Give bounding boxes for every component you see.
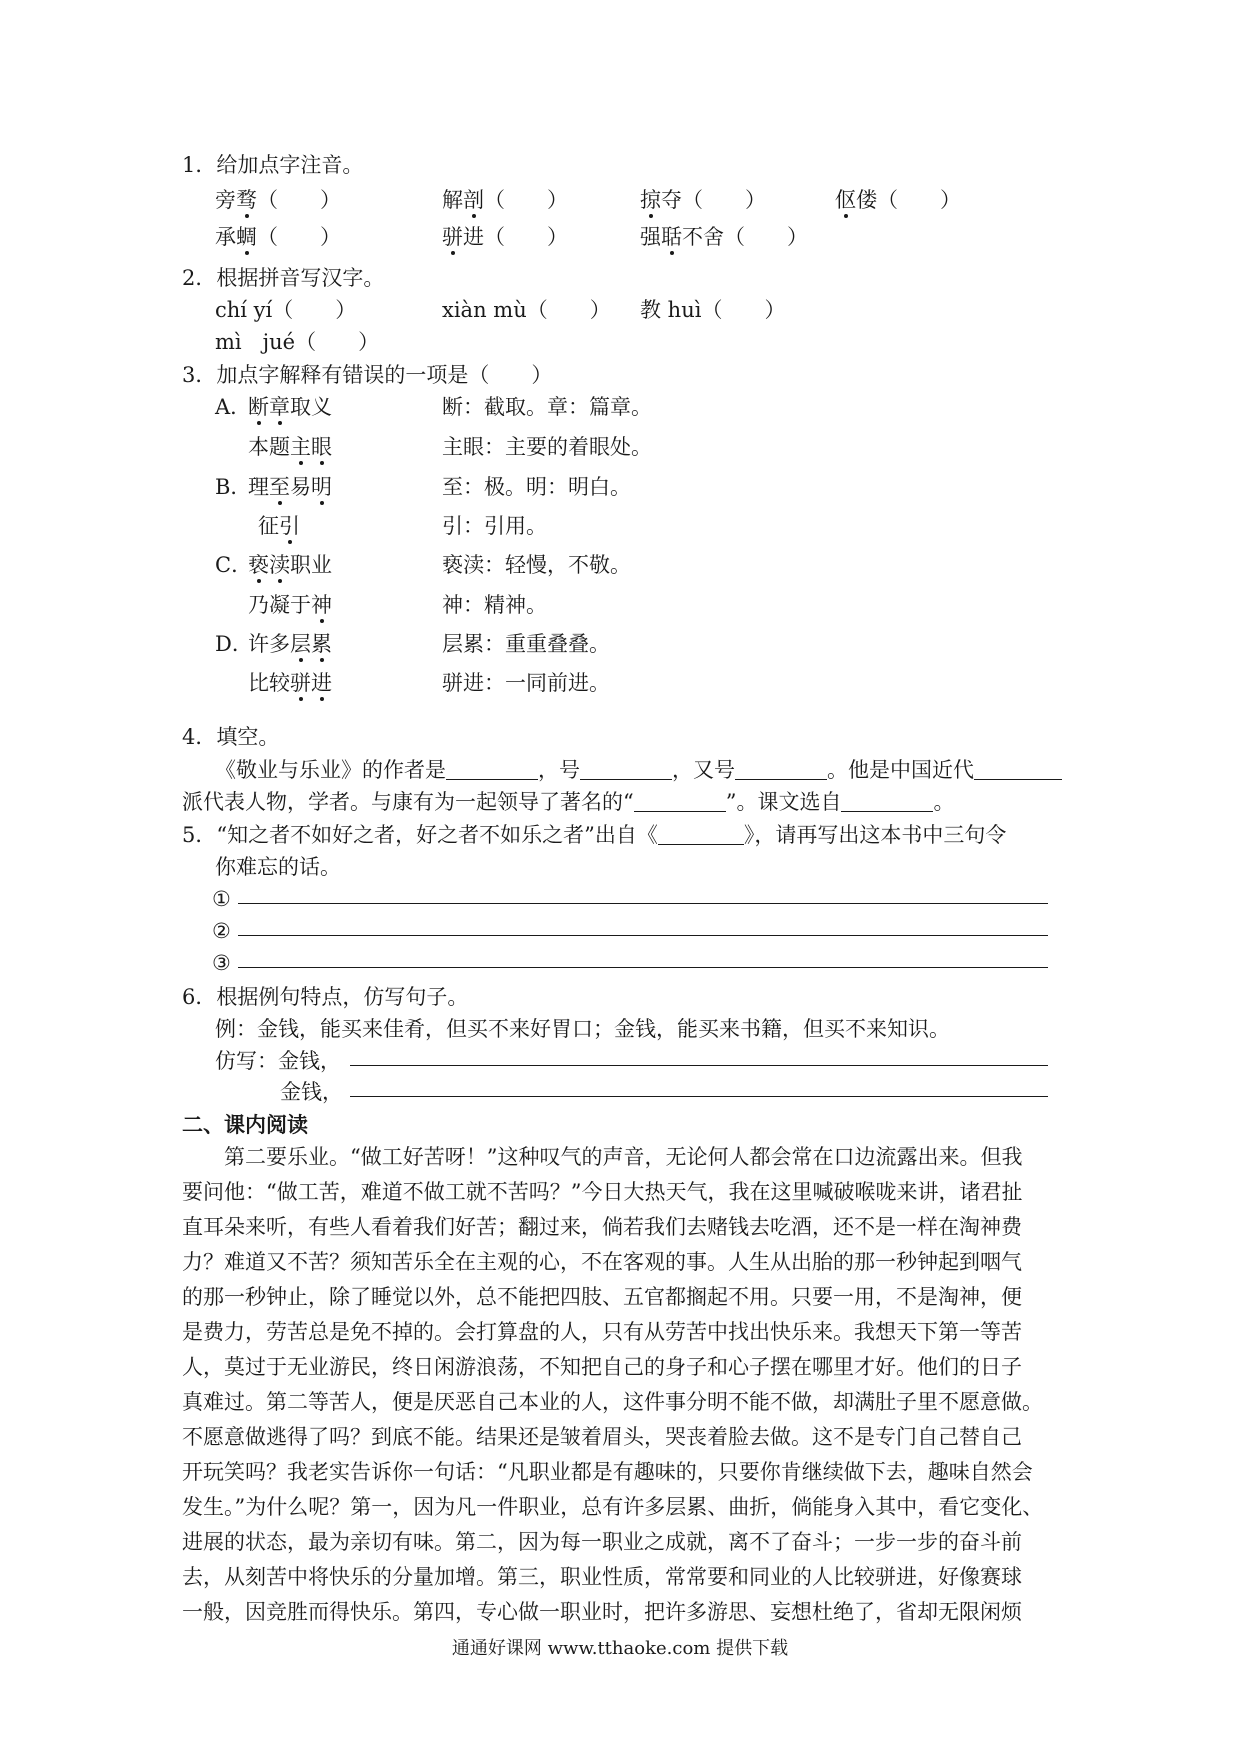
q3-explanation: 亵渎：轻慢，不敬。 — [442, 553, 631, 577]
blank-youhao[interactable] — [735, 757, 827, 780]
q1-item: 骈进（ ） — [442, 225, 568, 249]
q3-explanation: 神：精神。 — [442, 593, 547, 617]
q5-mark: ① — [212, 887, 231, 911]
imitation-line-1[interactable] — [350, 1065, 1048, 1066]
q6-title: 6．根据例句特点，仿写句子。 — [182, 985, 469, 1009]
q3-title: 3．加点字解释有错误的一项是（ ） — [182, 363, 553, 387]
footer-source: 通通好课网 www.tthaoke.com 提供下载 — [451, 1638, 789, 1659]
answer-line-2[interactable] — [238, 935, 1048, 936]
q2-item: chí yí（ ） — [215, 298, 357, 322]
q3-option-label: A． — [215, 395, 252, 419]
q1-title: 1．给加点字注音。 — [182, 153, 364, 177]
q1-item: 解剖（ ） — [442, 188, 568, 212]
q3-term: 亵渎职业 — [248, 553, 332, 577]
passage-line: 要问他：“做工苦，难道不做工就不苦吗？”今日大热天气，我在这里喊破喉咙来讲，诸君扯 — [182, 1180, 1023, 1204]
q3-explanation: 断：截取。章：篇章。 — [442, 395, 652, 419]
passage-line: 进展的状态，最为亲切有味。第二，因为每一职业之成就，离不了奋斗；一步一步的奋斗前 — [182, 1530, 1022, 1554]
blank-book[interactable] — [658, 822, 744, 845]
reading-passage — [182, 1140, 1060, 1630]
q1-item: 强聒不舍（ ） — [640, 225, 808, 249]
blank-author[interactable] — [446, 757, 538, 780]
q3-term: 断章取义 — [248, 395, 332, 419]
answer-line-3[interactable] — [238, 967, 1048, 968]
blank-hao[interactable] — [580, 757, 672, 780]
passage-line: 力？难道又不苦？须知苦乐全在主观的心，不在客观的事。人生从出胎的那一秒钟起到咽气 — [182, 1250, 1022, 1274]
q1-item: 旁骛（ ） — [215, 188, 341, 212]
passage-line: 一般，因竞胜而得快乐。第四，专心做一职业时，把许多游思、妄想杜绝了，省却无限闲烦 — [182, 1600, 1022, 1624]
q5-mark: ② — [212, 919, 231, 943]
q5-line1: 5．“知之者不如好之者，好之者不如乐之者”出自《 》，请再写出这本书中三句令 — [182, 823, 1007, 847]
q3-term: 理至易明 — [248, 475, 332, 499]
q5-mark: ③ — [212, 951, 231, 975]
q3-explanation: 引：引用。 — [442, 514, 547, 538]
passage-line: 第二要乐业。“做工好苦呀！”这种叹气的声音，无论何人都会常在口边流露出来。但我 — [182, 1145, 1023, 1169]
passage-line: 发生。”为什么呢？第一，因为凡一件职业，总有许多层累、曲折，倘能身入其中，看它变化、 — [182, 1495, 1044, 1519]
blank-school[interactable] — [974, 757, 1062, 780]
q6-prompt: 金钱， — [280, 1080, 343, 1104]
passage-line: 直耳朵来听，有些人看着我们好苦；翻过来，倘若我们去赌钱去吃酒，还不是一样在淘神费 — [182, 1215, 1022, 1239]
q3-option-label: D． — [215, 632, 253, 656]
section-heading: 二、课内阅读 — [182, 1112, 308, 1137]
passage-line: 真难过。第二等苦人，便是厌恶自己本业的人，这件事分明不能不做，却满肚子里不愿意做。 — [182, 1390, 1043, 1414]
q3-option-label: C． — [215, 553, 253, 577]
passage-line: 开玩笑吗？我老实告诉你一句话：“凡职业都是有趣味的，只要你肯继续做下去，趣味自然会 — [182, 1460, 1033, 1484]
q3-explanation: 主眼：主要的着眼处。 — [442, 435, 652, 459]
q2-title: 2．根据拼音写汉字。 — [182, 266, 385, 290]
q3-explanation: 层累：重重叠叠。 — [442, 632, 610, 656]
q2-item: 教 huì（ ） — [640, 298, 786, 322]
q2-item: mì jué（ ） — [215, 330, 380, 354]
q2-item: xiàn mù（ ） — [442, 298, 611, 322]
q3-term: 许多层累 — [248, 632, 332, 656]
passage-line: 是费力，劳苦总是免不掉的。会打算盘的人，只有从劳苦中找出快乐来。我想天下第一等苦 — [182, 1320, 1022, 1344]
q3-explanation: 骈进：一同前进。 — [442, 671, 610, 695]
q6-example: 例：金钱，能买来佳肴，但买不来好胃口；金钱，能买来书籍，但买不来知识。 — [215, 1017, 950, 1041]
q1-item: 掠夺（ ） — [640, 188, 766, 212]
passage-line: 不愿意做逃得了吗？到底不能。结果还是皱着眉头，哭丧着脸去做。这不是专门自己替自己 — [182, 1425, 1022, 1449]
q3-explanation: 至：极。明：明白。 — [442, 475, 631, 499]
q4-title: 4．填空。 — [182, 725, 280, 749]
passage-line: 人，莫过于无业游民，终日闲游浪荡，不知把自己的身子和心子摆在哪里才好。他们的日子 — [182, 1355, 1022, 1379]
q4-line2: 派代表人物，学者。与康有为一起领导了著名的“ ”。课文选自 。 — [182, 790, 955, 814]
answer-line-1[interactable] — [238, 903, 1048, 904]
q1-item: 伛偻（ ） — [835, 188, 961, 212]
q6-prompt: 仿写：金钱， — [215, 1049, 341, 1073]
q5-line2: 你难忘的话。 — [215, 855, 341, 879]
imitation-line-2[interactable] — [350, 1096, 1048, 1097]
q1-item: 承蜩（ ） — [215, 225, 341, 249]
passage-line: 去，从刻苦中将快乐的分量加增。第三，职业性质，常常要和同业的人比较骈进，好像赛球 — [182, 1565, 1022, 1589]
q3-term: 乃凝于神 — [248, 593, 332, 617]
q3-term: 征引 — [258, 514, 300, 538]
passage-line: 的那一秒钟止，除了睡觉以外，总不能把四肢、五官都搁起不用。只要一用，不是淘神，便 — [182, 1285, 1022, 1309]
blank-source[interactable] — [841, 789, 933, 812]
q4-line1: 《敬业与乐业》的作者是 ，号 ，又号 。他是中国近代 — [215, 755, 1062, 785]
q3-option-label: B． — [215, 475, 252, 499]
blank-movement[interactable] — [634, 789, 726, 812]
q3-term: 本题主眼 — [248, 435, 332, 459]
q3-term: 比较骈进 — [248, 671, 332, 695]
